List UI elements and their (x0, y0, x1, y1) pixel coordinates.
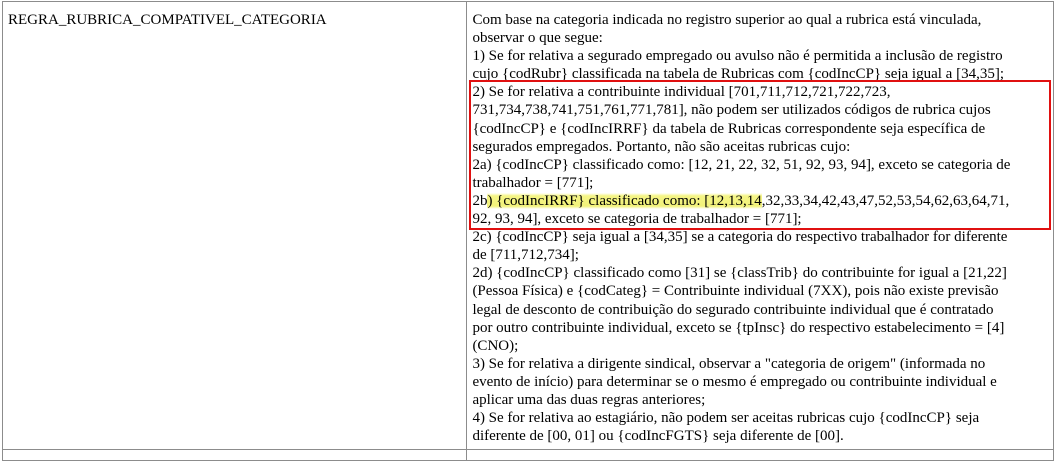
description-line: evento de início) para determinar se o mesmo é empregado ou contribuinte individual e (472, 373, 997, 390)
description-line: 92, 93, 94], exceto se categoria de trabalhador = [771]; (472, 211, 802, 228)
description-line: aplicar uma das duas regras anteriores; (472, 391, 706, 408)
description-line: 4) Se for relativa ao estagiário, não podem ser aceitas rubricas cujo {codIncCP} seja (472, 410, 980, 427)
highlighted-text: ) {codIncIRRF} classificado como: [12,13,14 (487, 192, 762, 209)
description-line: 2a) {codIncCP} classificado como: [12, 21, 22, 32, 51, 92, 93, 94], exceto se categoria de (472, 156, 1011, 173)
rule-description-cell (467, 2, 1054, 450)
description-line: (Pessoa Física) e {codCateg} = Contribuinte individual (7XX), pois não existe previsão (472, 283, 999, 300)
description-line: Com base na categoria indicada no registro superior ao qual a rubrica está vinculada, (472, 12, 982, 28)
description-line: de [711,712,734]; (472, 247, 579, 264)
empty-cell (3, 450, 467, 461)
description-line: 1) Se for relativa a segurado empregado ou avulso não é permitida a inclusão de registro (472, 48, 1003, 65)
description-line: 2c) {codIncCP} seja igual a [34,35] se a categoria do respectivo trabalhador for diferente (472, 229, 1008, 246)
description-line: 3) Se for relativa a dirigente sindical, observar a "categoria de origem" (informada no (472, 355, 986, 372)
table-row (3, 2, 1054, 450)
rule-name: REGRA_RUBRICA_COMPATIVEL_CATEGORIA (8, 12, 327, 28)
description-line: segurados empregados. Portanto, não são aceitas rubricas cujo: (472, 138, 851, 155)
description-line: (CNO); (472, 337, 519, 354)
rule-name-cell (3, 2, 467, 450)
description-line: por outro contribuinte individual, exceto se {tpInsc} do respectivo estabelecimento = [4] (472, 319, 1005, 336)
description-line: cujo {codRubr} classificada na tabela de Rubricas com {codIncCP} seja igual a [34,35]; (472, 66, 1004, 83)
description-line-2b (472, 192, 1053, 210)
empty-cell (467, 450, 1054, 461)
table-row (3, 450, 1054, 461)
rule-2b-label: 2b (472, 192, 488, 209)
rule-2b-rest: ,32,33,34,42,43,47,52,53,54,62,63,64,71, (761, 192, 1010, 209)
description-line: observar o que segue: (472, 30, 603, 47)
rules-table (2, 1, 1054, 461)
description-line: 2) Se for relativa a contribuinte individual [701,711,712,721,722,723, (472, 84, 891, 101)
description-line: diferente de [00, 01] ou {codIncFGTS} seja diferente de [00]. (472, 428, 844, 445)
description-line: legal de desconto de contribuição do segurado contribuinte individual que é contratado (472, 301, 994, 318)
description-line: {codIncCP} e {codIncIRRF} da tabela de Rubricas correspondente seja específica de (472, 120, 986, 137)
description-line: trabalhador = [771]; (472, 174, 594, 191)
description-line: 731,734,738,741,751,761,771,781], não podem ser utilizados códigos de rubrica cujos (472, 102, 991, 119)
description-line: 2d) {codIncCP} classificado como [31] se {classTrib} do contribuinte for igual a [21,22] (472, 265, 1007, 282)
